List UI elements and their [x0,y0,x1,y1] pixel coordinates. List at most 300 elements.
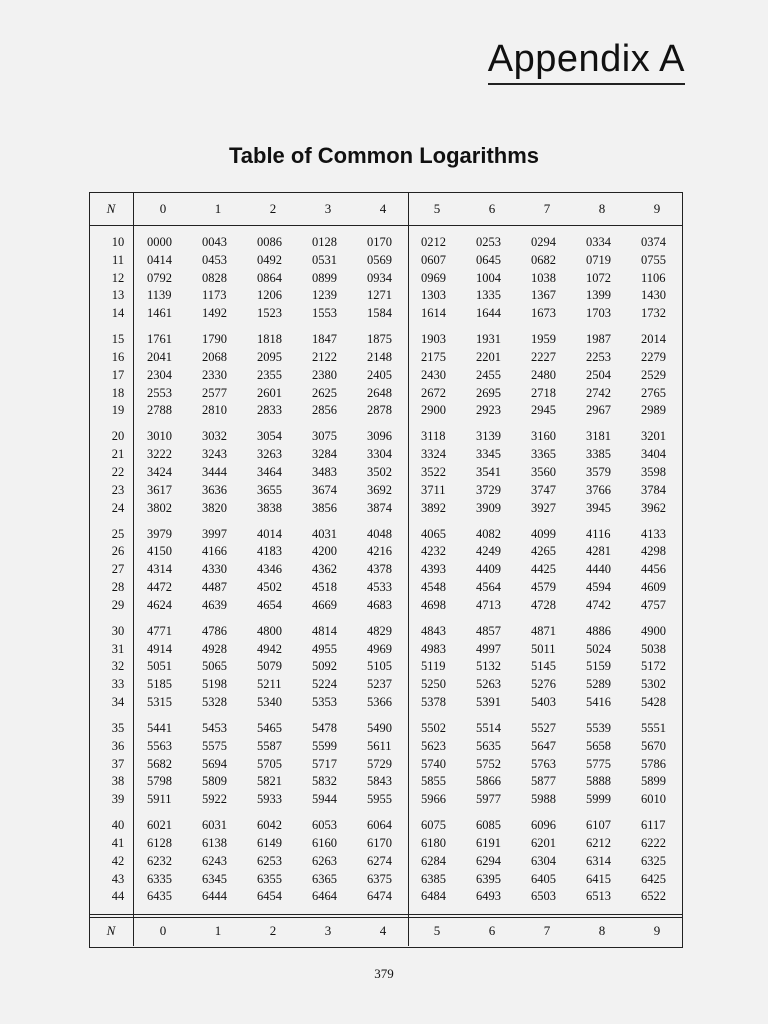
log-cell: 5092 [312,659,337,674]
log-cell: 0170 [367,235,392,249]
log-cell: 0719 [586,252,611,267]
footer-col-0: 0 [159,923,167,938]
log-cell: 4800 [257,623,282,638]
log-cell: 6345 [202,871,227,886]
log-cell: 5899 [641,774,666,789]
row-n: 22 [111,465,125,479]
table-row [89,560,683,578]
log-cell: 4533 [367,580,392,594]
log-cell: 4014 [257,526,282,541]
log-cell: 3598 [641,465,666,479]
log-cell: 5276 [531,677,556,692]
table-row [89,269,683,287]
log-cell: 5224 [312,677,337,692]
log-cell: 3766 [586,482,611,497]
log-cell: 6415 [586,871,611,886]
log-cell: 6160 [312,836,337,850]
log-cell: 2405 [367,367,392,382]
log-cell: 4116 [586,526,611,541]
log-cell: 2695 [476,385,501,400]
log-cell: 1903 [421,332,446,347]
log-cell: 2989 [641,403,666,418]
log-cell: 3747 [531,482,556,497]
log-cell: 1335 [476,288,501,303]
log-cell: 6375 [367,871,392,886]
log-cell: 6075 [421,818,446,833]
log-cell: 6085 [476,818,501,833]
log-cell: 6444 [202,889,227,904]
log-cell: 4983 [421,641,446,656]
log-cell: 6493 [476,889,501,904]
log-cell: 2945 [531,403,556,418]
footer-col-2: 2 [269,923,277,938]
log-cell: 1367 [531,288,556,303]
table-row [89,251,683,269]
log-cell: 4425 [531,562,556,577]
log-cell: 6522 [641,889,666,904]
log-cell: 3979 [147,526,172,541]
log-cell: 5843 [367,774,392,789]
log-cell: 5159 [586,659,611,674]
log-cell: 0212 [421,235,446,249]
table-row [89,675,683,693]
row-n: 19 [111,403,125,418]
log-cell: 5065 [202,659,227,674]
log-cell: 4757 [641,597,666,612]
table-footer-row [89,921,683,941]
log-cell: 5955 [367,792,392,807]
log-cell: 3655 [257,482,282,497]
row-n: 12 [111,270,125,285]
row-n: 38 [111,774,125,789]
log-cell: 5119 [421,659,446,674]
log-cell: 4928 [202,641,227,656]
log-cell: 6138 [202,836,227,850]
log-cell: 3075 [312,429,337,444]
log-cell: 5599 [312,738,337,753]
log-cell: 5366 [367,695,392,709]
log-cell: 1790 [202,332,227,347]
log-cell: 5441 [147,721,172,735]
row-n: 11 [111,252,125,267]
table-row [89,542,683,560]
log-cell: 3856 [312,500,337,515]
log-cell: 4440 [586,562,611,577]
log-cell: 0899 [312,270,337,285]
log-cell: 3304 [367,447,392,462]
row-n: 16 [111,350,125,364]
log-cell: 4099 [531,526,556,541]
log-cell: 5024 [586,641,611,656]
log-cell: 0492 [257,252,282,267]
log-cell: 5502 [421,721,446,735]
log-cell: 4654 [257,597,282,612]
log-cell: 2900 [421,403,446,418]
row-n: 39 [111,792,125,807]
log-cell: 1553 [312,306,337,321]
table-row [89,578,683,596]
log-cell: 1523 [257,306,282,321]
log-cell: 5172 [641,659,666,674]
footer-n: N [106,923,116,938]
log-cell: 4969 [367,641,392,656]
log-cell: 5809 [202,774,227,789]
log-cell: 3711 [421,482,446,497]
log-cell: 5740 [421,756,446,771]
log-cell: 4609 [641,580,666,594]
log-cell: 2122 [312,350,337,364]
log-cell: 0531 [312,252,337,267]
log-cell: 5490 [367,721,392,735]
log-cell: 3365 [531,447,556,462]
footer-rule [89,914,683,915]
log-cell: 5587 [257,738,282,753]
log-cell: 2718 [531,385,556,400]
log-cell: 1139 [147,288,172,303]
log-cell: 4594 [586,580,611,594]
table-row [89,525,683,543]
table-row [89,887,683,905]
log-cell: 0000 [147,235,172,249]
footer-col-8: 8 [598,923,606,938]
log-cell: 2810 [202,403,227,418]
log-cell: 5775 [586,756,611,771]
log-cell: 3636 [202,482,227,497]
log-cell: 5453 [202,721,227,735]
log-cell: 0755 [641,252,666,267]
log-cell: 6117 [641,818,666,833]
log-cell: 1492 [202,306,227,321]
log-cell: 1959 [531,332,556,347]
log-cell: 5966 [421,792,446,807]
log-cell: 2355 [257,367,282,382]
log-cell: 3927 [531,500,556,515]
log-cell: 5211 [257,677,282,692]
log-cell: 4814 [312,623,337,638]
log-cell: 2529 [641,367,666,382]
log-cell: 2577 [202,385,227,400]
log-cell: 5888 [586,774,611,789]
header-col-2: 2 [269,201,277,216]
log-cell: 0569 [367,252,392,267]
log-cell: 4298 [641,544,666,559]
log-cell: 4997 [476,641,501,656]
row-n: 40 [111,818,125,833]
log-cell: 4624 [147,597,172,612]
log-cell: 0253 [476,235,501,249]
log-cell: 0294 [531,235,556,249]
log-cell: 2833 [257,403,282,418]
log-cell: 5038 [641,641,666,656]
log-cell: 4048 [367,526,392,541]
footer-col-3: 3 [324,923,332,938]
row-n: 43 [111,871,125,886]
log-cell: 5752 [476,756,501,771]
log-cell: 5988 [531,792,556,807]
header-col-5: 5 [433,201,441,216]
footer-col-4: 4 [379,923,387,938]
log-cell: 0374 [641,235,666,249]
table-header-row [89,199,683,219]
log-cell: 5315 [147,695,172,709]
log-cell: 6263 [312,853,337,868]
log-cell: 5682 [147,756,172,771]
log-cell: 4639 [202,597,227,612]
log-cell: 5403 [531,695,556,709]
footer-col-7: 7 [543,923,551,938]
log-cell: 3692 [367,482,392,497]
log-cell: 5832 [312,774,337,789]
log-cell: 6513 [586,889,611,904]
header-col-7: 7 [543,201,551,216]
log-cell: 3054 [257,429,282,444]
log-cell: 0128 [312,235,337,249]
log-cell: 5428 [641,695,666,709]
log-cell: 6294 [476,853,501,868]
log-cell: 4216 [367,544,392,559]
log-cell: 3345 [476,447,501,462]
log-cell: 6405 [531,871,556,886]
table-row [89,366,683,384]
log-cell: 3502 [367,465,392,479]
log-cell: 5717 [312,756,337,771]
log-cell: 5877 [531,774,556,789]
log-cell: 5575 [202,738,227,753]
table-row [89,755,683,773]
row-n: 15 [111,332,125,347]
log-cell: 5514 [476,721,501,735]
log-cell: 0645 [476,252,501,267]
log-cell: 1239 [312,288,337,303]
log-cell: 5551 [641,721,666,735]
log-cell: 0828 [202,270,227,285]
log-cell: 1173 [202,288,227,303]
log-cell: 0792 [147,270,172,285]
log-cell: 3874 [367,500,392,515]
log-cell: 1732 [641,306,666,321]
log-cell: 5079 [257,659,282,674]
table-row [89,657,683,675]
log-cell: 6243 [202,853,227,868]
log-cell: 5866 [476,774,501,789]
log-cell: 6212 [586,836,611,850]
log-cell: 3729 [476,482,501,497]
row-n: 34 [111,695,125,709]
log-cell: 4669 [312,597,337,612]
log-cell: 2148 [367,350,392,364]
log-cell: 6128 [147,836,172,850]
log-cell: 4133 [641,526,666,541]
log-cell: 5340 [257,695,282,709]
header-col-1: 1 [214,201,222,216]
log-cell: 5289 [586,677,611,692]
table-row [89,304,683,322]
log-cell: 5391 [476,695,501,709]
table-row [89,622,683,640]
log-cell: 4265 [531,544,556,559]
log-cell: 2648 [367,385,392,400]
log-cell: 1072 [586,270,611,285]
row-n: 10 [111,235,125,249]
log-cell: 6149 [257,836,282,850]
log-cell: 2304 [147,367,172,382]
log-cell: 6464 [312,889,337,904]
log-cell: 5623 [421,738,446,753]
log-cell: 2227 [531,350,556,364]
log-cell: 0969 [421,270,446,285]
log-cell: 0453 [202,252,227,267]
log-cell: 6454 [257,889,282,904]
log-cell: 0934 [367,270,392,285]
log-cell: 1584 [367,306,392,321]
log-cell: 5198 [202,677,227,692]
log-cell: 2504 [586,367,611,382]
table-row [89,719,683,737]
log-cell: 0607 [421,252,446,267]
row-n: 23 [111,482,125,497]
log-cell: 1987 [586,332,611,347]
log-cell: 1430 [641,288,666,303]
header-col-9: 9 [653,201,661,216]
log-cell: 1614 [421,306,446,321]
log-cell: 3820 [202,500,227,515]
log-cell: 4378 [367,562,392,577]
log-cell: 1004 [476,270,501,285]
log-cell: 3263 [257,447,282,462]
log-cell: 2553 [147,385,172,400]
log-cell: 4900 [641,623,666,638]
row-n: 32 [111,659,125,674]
log-cell: 1106 [641,270,666,285]
log-cell: 2878 [367,403,392,418]
log-cell: 1644 [476,306,501,321]
header-col-3: 3 [324,201,332,216]
log-cell: 3838 [257,500,282,515]
log-cell: 6021 [147,818,172,833]
log-cell: 3674 [312,482,337,497]
log-cell: 4232 [421,544,446,559]
log-cell: 4548 [421,580,446,594]
table-row [89,852,683,870]
table-row [89,737,683,755]
log-cell: 5999 [586,792,611,807]
log-cell: 6304 [531,853,556,868]
log-cell: 6253 [257,853,282,868]
row-n: 31 [111,641,125,656]
log-cell: 5922 [202,792,227,807]
log-cell: 5911 [147,792,172,807]
log-cell: 5145 [531,659,556,674]
row-n: 29 [111,597,125,612]
footer-col-9: 9 [653,923,661,938]
footer-col-6: 6 [488,923,496,938]
log-cell: 5944 [312,792,337,807]
log-cell: 4031 [312,526,337,541]
log-cell: 2967 [586,403,611,418]
log-cell: 6042 [257,818,282,833]
log-cell: 5132 [476,659,501,674]
log-cell: 5011 [531,641,556,656]
row-n: 21 [111,447,125,462]
log-cell: 5705 [257,756,282,771]
log-cell: 3560 [531,465,556,479]
table-row [89,693,683,711]
header-col-4: 4 [379,201,387,216]
row-n: 20 [111,429,125,444]
log-cell: 5977 [476,792,501,807]
table-title: Table of Common Logarithms [228,143,540,168]
footer-col-5: 5 [433,923,441,938]
row-n: 13 [111,288,125,303]
log-cell: 4362 [312,562,337,577]
log-cell: 5798 [147,774,172,789]
log-cell: 3962 [641,500,666,515]
log-cell: 4502 [257,580,282,594]
table-row [89,790,683,808]
log-cell: 2201 [476,350,501,364]
log-cell: 1703 [586,306,611,321]
log-cell: 2095 [257,350,282,364]
log-cell: 0043 [202,235,227,249]
footer-col-1: 1 [214,923,222,938]
row-n: 44 [111,889,125,904]
log-cell: 1303 [421,288,446,303]
log-cell: 5786 [641,756,666,771]
log-cell: 3284 [312,447,337,462]
log-cell: 4713 [476,597,501,612]
header-rule [89,225,683,226]
log-cell: 3444 [202,465,227,479]
log-cell: 3909 [476,500,501,515]
log-cell: 6503 [531,889,556,904]
log-cell: 1761 [147,332,172,347]
log-cell: 1875 [367,332,392,347]
log-cell: 4281 [586,544,611,559]
log-cell: 4150 [147,544,172,559]
log-cell: 4183 [257,544,282,559]
log-cell: 0682 [531,252,556,267]
log-cell: 3160 [531,429,556,444]
log-cell: 5855 [421,774,446,789]
log-cell: 5416 [586,695,611,709]
row-n: 14 [111,306,125,321]
header-col-8: 8 [598,201,606,216]
log-cell: 5539 [586,721,611,735]
table-row [89,427,683,445]
log-cell: 4409 [476,562,501,577]
log-cell: 2480 [531,367,556,382]
log-cell: 2253 [586,350,611,364]
header-col-0: 0 [159,201,167,216]
row-n: 24 [111,500,125,515]
log-cell: 3892 [421,500,446,515]
log-cell: 6201 [531,836,556,850]
log-cell: 6484 [421,889,446,904]
log-cell: 3181 [586,429,611,444]
log-cell: 5647 [531,738,556,753]
log-cell: 5478 [312,721,337,735]
log-cell: 5353 [312,695,337,709]
log-cell: 5250 [421,677,446,692]
log-cell: 3032 [202,429,227,444]
row-n: 35 [111,721,125,735]
row-n: 37 [111,756,125,771]
log-cell: 6284 [421,853,446,868]
log-cell: 3541 [476,465,501,479]
log-cell: 2672 [421,385,446,400]
log-cell: 4314 [147,562,172,577]
log-cell: 3424 [147,465,172,479]
